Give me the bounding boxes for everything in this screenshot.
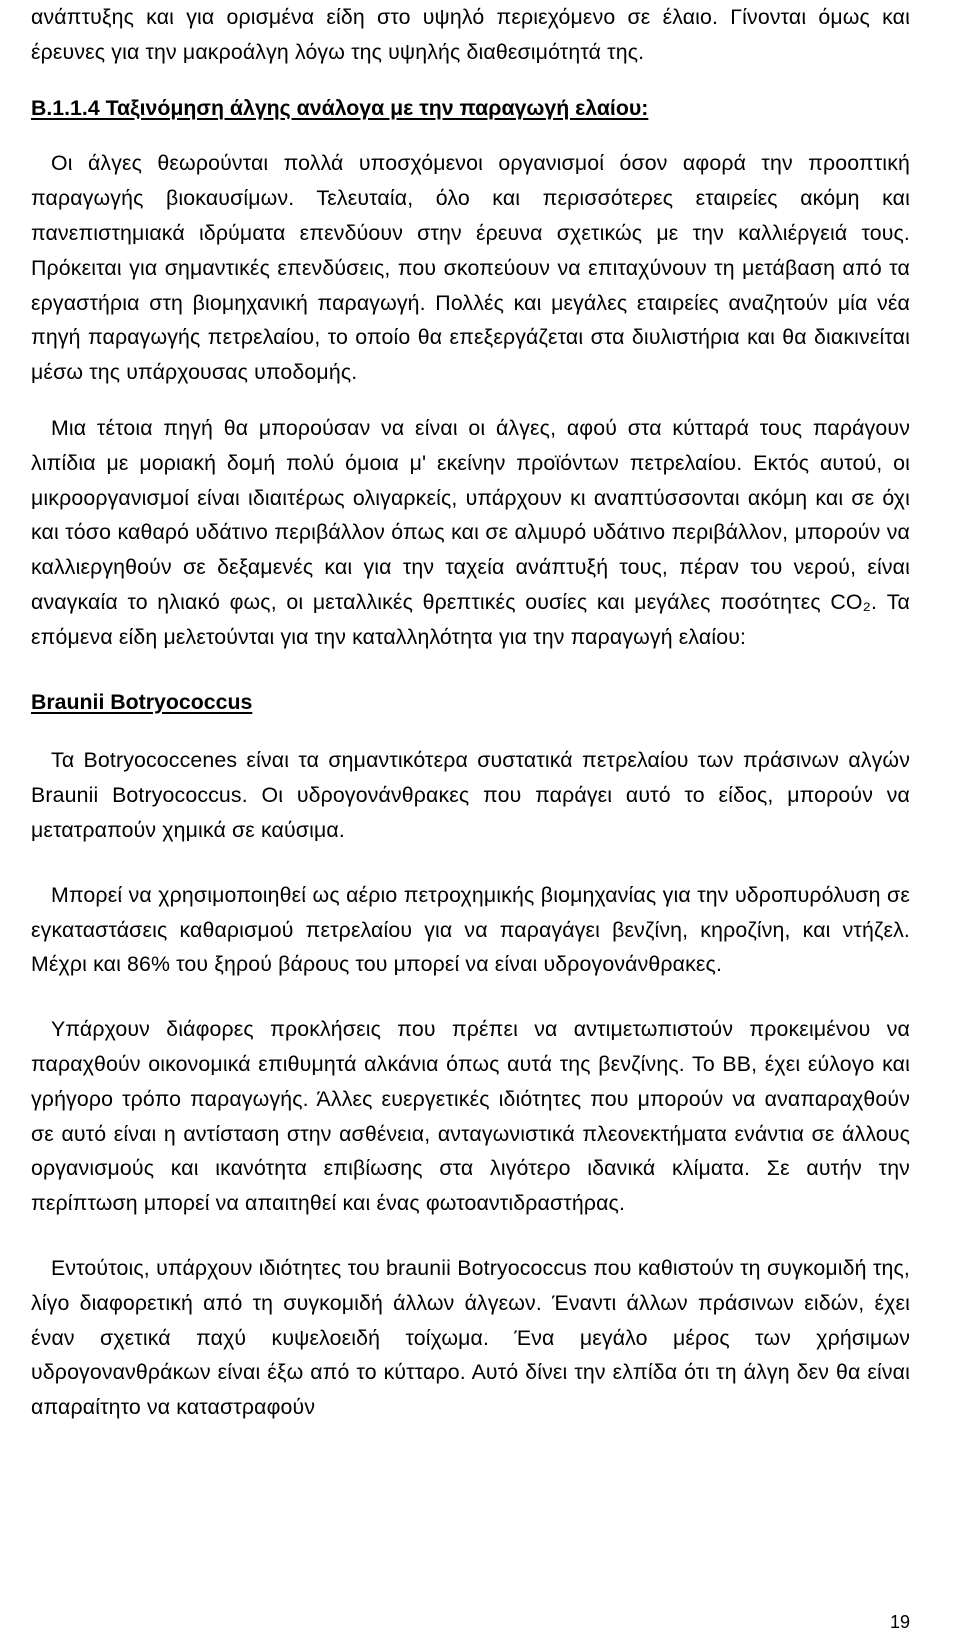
spacer (31, 1221, 910, 1251)
paragraph-algae-biofuel: Οι άλγες θεωρούνται πολλά υποσχόμενοι οργανισμοί όσον αφορά την προοπτική παραγωγής βιοκαυσίμων. Τελευταία, όλο και περισσότερες εταιρείες ακόμη και πανεπιστημιακά ιδρύματα επενδύουν στην έρευνα σχετικώς με την καλλιέργειά τους. Πρόκειται για σημαντικές επενδύσεις, που σκοπεύουν να επιταχύνουν τη μετάβαση από τα εργαστήρια στη βιομηχανική παραγωγή. Πολλές και μεγάλες εταιρείες αναζητούν μία νέα πηγή παραγωγής πετρελαίου, το οποίο θα επεξεργάζεται στα διυλιστήρια και θα διακινείται μέσω της υπάρχουσας υποδομής. (31, 151, 910, 385)
paragraph-harvest-properties: Εντούτοις, υπάρχουν ιδιότητες του braunii Botryococcus που καθιστούν τη συγκομιδή της, λίγο διαφορετική από τη συγκομιδή άλλων άλγεων. Έναντι άλλων πράσινων ειδών, έχει έναν σχετικά παχύ κυψελοειδή τοίχωμα. Ένα μεγάλο μέρος των χρήσιμων υδρογονανθράκων είναι έξω από το κύτταρο. Αυτό δίνει την ελπίδα ότι τη άλγη δεν θα είναι απαραίτητο να καταστραφούν (31, 1255, 910, 1420)
spacer (31, 125, 910, 146)
paragraph-hydropyrolysis: Μπορεί να χρησιμοποιηθεί ως αέριο πετροχημικής βιομηχανίας για την υδροπυρόλυση σε εγκαταστάσεις καθαρισμού πετρελαίου για να παραγάγει βενζίνη, κηροζίνη, και ντήζελ. Μέχρι και 86% του ξηρού βάρους του μπορεί να είναι υδρογονάνθρακες. (31, 882, 910, 977)
paragraph-oil-source: Μια τέτοια πηγή θα μπορούσαν να είναι οι άλγες, αφού στα κύτταρά τους παράγουν λιπίδια με μοριακή δομή πολύ όμοια μ' εκείνην προϊόντων πετρελαίου. Εκτός αυτού, οι μικροοργανισμοί είναι ιδιαιτέρως ολιγαρκείς, υπάρχουν κι αναπτύσσονται ακόμη και σε όχι και τόσο καθαρό υδάτινο περιβάλλον όπως και σε αλμυρό υδάτινο περιβάλλον, μπορούν να καλλιεργηθούν σε δεξαμενές και για την ταχεία ανάπτυξή τους, πέραν του νερού, είναι αναγκαία το ηλιακό φως, οι μεταλλικές θρεπτικές ουσίες και μεγάλες ποσότητες CO₂. Τα επόμενα είδη μελετούνται για την καταλληλότητα για την παραγωγή ελαίου: (31, 415, 910, 649)
spacer (31, 390, 910, 411)
spacer (31, 848, 910, 878)
document-body (31, 0, 910, 1425)
spacer (31, 655, 910, 685)
paragraph-intro: ανάπτυξης και για ορισμένα είδη στο υψηλό περιεχόμενο σε έλαιο. Γίνονται όμως και έρευνες για την μακροάλγη λόγω της υψηλής διαθεσιμότητά της. (31, 5, 910, 64)
paragraph-challenges: Υπάρχουν διάφορες προκλήσεις που πρέπει να αντιμετωπιστούν προκειμένου να παραχθούν οικονομικά επιθυμητά αλκάνια όπως αυτά της βενζίνης. Το BB, έχει εύλογο και γρήγορο τρόπο παραγωγής. Άλλες ευεργετικές ιδιότητες που μπορούν να αναπαραχθούν σε αυτό είναι η αντίσταση στην ασθένεια, ανταγωνιστικά πλεονεκτήματα ενάντια σε άλλους οργανισμούς και ικανότητα επιβίωσης στα λιγότερο ιδανικά κλίματα. Σε αυτήν την περίπτωση μπορεί να απαιτηθεί και ένας φωτοαντιδραστήρας. (31, 1017, 910, 1216)
page-number: 19 (889, 1612, 910, 1632)
spacer (31, 982, 910, 1012)
spacer (31, 70, 910, 91)
subheading-braunii-botryococcus: Braunii Botryococcus (31, 689, 253, 714)
paragraph-botryococcenes: Τα Botryococcenes είναι τα σημαντικότερα συστατικά πετρελαίου των πράσινων αλγών Braunii Botryococcus. Οι υδρογονάνθρακες που παράγει αυτό το είδος, μπορούν να μετατραπούν χημικά σε καύσιμα. (31, 748, 910, 842)
spacer (31, 719, 910, 743)
section-heading: B.1.1.4 Ταξινόμηση άλγης ανάλογα με την παραγωγή ελαίου: (31, 95, 649, 120)
